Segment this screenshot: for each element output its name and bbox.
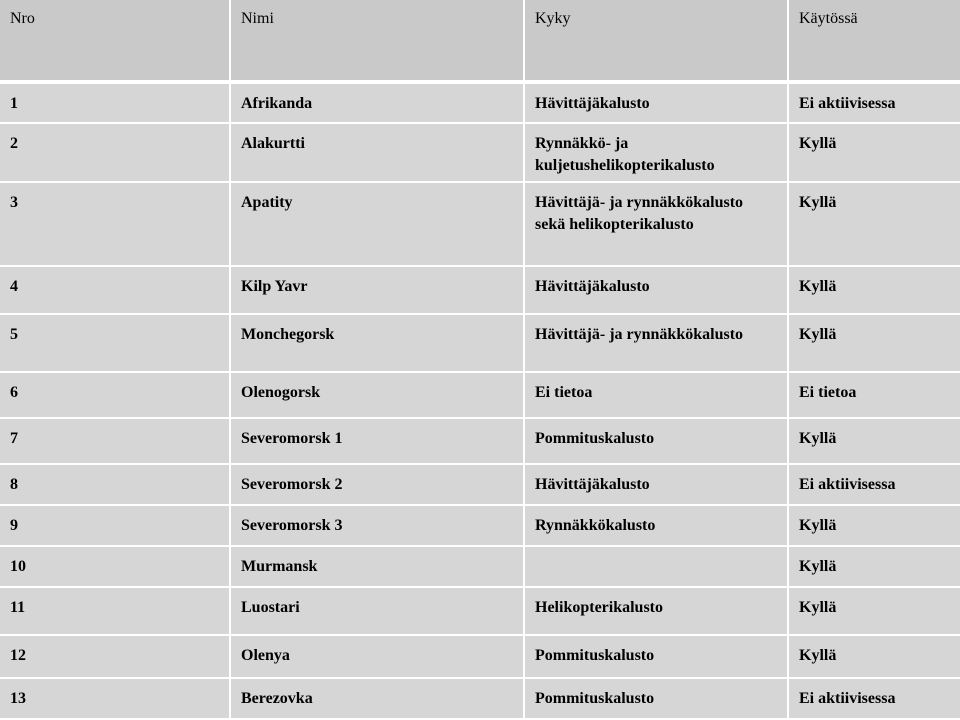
table-row xyxy=(0,183,960,267)
cell-nro: 2 xyxy=(0,124,231,183)
cell-nimi: Apatity xyxy=(231,183,525,267)
cell-nro: 11 xyxy=(0,588,231,636)
cell-kaytossa: Ei aktiivisessa xyxy=(789,84,960,124)
cell-nro: 6 xyxy=(0,373,231,419)
cell-kyky: Ei tietoa xyxy=(525,373,789,419)
cell-nimi: Murmansk xyxy=(231,547,525,588)
cell-kaytossa: Kyllä xyxy=(789,315,960,373)
table-row xyxy=(0,373,960,419)
cell-nimi: Olenya xyxy=(231,636,525,679)
cell-kyky: Hävittäjä- ja rynnäkkökalusto sekä helikopterikalusto xyxy=(525,183,789,267)
table-row xyxy=(0,506,960,547)
cell-kyky: Rynnäkkökalusto xyxy=(525,506,789,547)
cell-nro: 7 xyxy=(0,419,231,465)
cell-kyky: Helikopterikalusto xyxy=(525,588,789,636)
cell-nimi: Luostari xyxy=(231,588,525,636)
table-row xyxy=(0,315,960,373)
cell-kyky: Rynnäkkö- ja kuljetushelikopterikalusto xyxy=(525,124,789,183)
cell-kaytossa: Kyllä xyxy=(789,588,960,636)
cell-kaytossa: Kyllä xyxy=(789,183,960,267)
cell-kaytossa: Ei aktiivisessa xyxy=(789,465,960,506)
table-row xyxy=(0,588,960,636)
cell-kyky: Hävittäjäkalusto xyxy=(525,465,789,506)
header-kyky: Kyky xyxy=(525,0,789,84)
header-nro: Nro xyxy=(0,0,231,84)
table-row xyxy=(0,84,960,124)
table-row xyxy=(0,679,960,720)
cell-nro: 4 xyxy=(0,267,231,315)
cell-kaytossa: Kyllä xyxy=(789,267,960,315)
table-row xyxy=(0,547,960,588)
cell-nimi: Afrikanda xyxy=(231,84,525,124)
table-row xyxy=(0,267,960,315)
cell-kyky: Pommituskalusto xyxy=(525,419,789,465)
cell-kaytossa: Kyllä xyxy=(789,547,960,588)
header-kaytossa: Käytössä xyxy=(789,0,960,84)
cell-nimi: Severomorsk 2 xyxy=(231,465,525,506)
cell-nro: 3 xyxy=(0,183,231,267)
cell-kyky: Pommituskalusto xyxy=(525,636,789,679)
cell-kyky: Hävittäjäkalusto xyxy=(525,84,789,124)
cell-nimi: Kilp Yavr xyxy=(231,267,525,315)
cell-nimi: Berezovka xyxy=(231,679,525,720)
table-row xyxy=(0,124,960,183)
cell-kaytossa: Ei aktiivisessa xyxy=(789,679,960,720)
cell-kyky: Hävittäjäkalusto xyxy=(525,267,789,315)
table-row xyxy=(0,419,960,465)
cell-nimi: Monchegorsk xyxy=(231,315,525,373)
table-row xyxy=(0,636,960,679)
cell-kaytossa: Kyllä xyxy=(789,636,960,679)
cell-nimi: Severomorsk 3 xyxy=(231,506,525,547)
table-row xyxy=(0,465,960,506)
cell-nimi: Olenogorsk xyxy=(231,373,525,419)
cell-nro: 13 xyxy=(0,679,231,720)
cell-kyky xyxy=(525,547,789,588)
cell-nro: 12 xyxy=(0,636,231,679)
cell-kaytossa: Ei tietoa xyxy=(789,373,960,419)
cell-nro: 10 xyxy=(0,547,231,588)
cell-nro: 8 xyxy=(0,465,231,506)
cell-nro: 1 xyxy=(0,84,231,124)
cell-kaytossa: Kyllä xyxy=(789,506,960,547)
cell-kaytossa: Kyllä xyxy=(789,124,960,183)
header-nimi: Nimi xyxy=(231,0,525,84)
cell-nimi: Severomorsk 1 xyxy=(231,419,525,465)
cell-nro: 5 xyxy=(0,315,231,373)
table-header-row xyxy=(0,0,960,84)
cell-kyky: Pommituskalusto xyxy=(525,679,789,720)
cell-nimi: Alakurtti xyxy=(231,124,525,183)
cell-kaytossa: Kyllä xyxy=(789,419,960,465)
cell-nro: 9 xyxy=(0,506,231,547)
cell-kyky: Hävittäjä- ja rynnäkkökalusto xyxy=(525,315,789,373)
